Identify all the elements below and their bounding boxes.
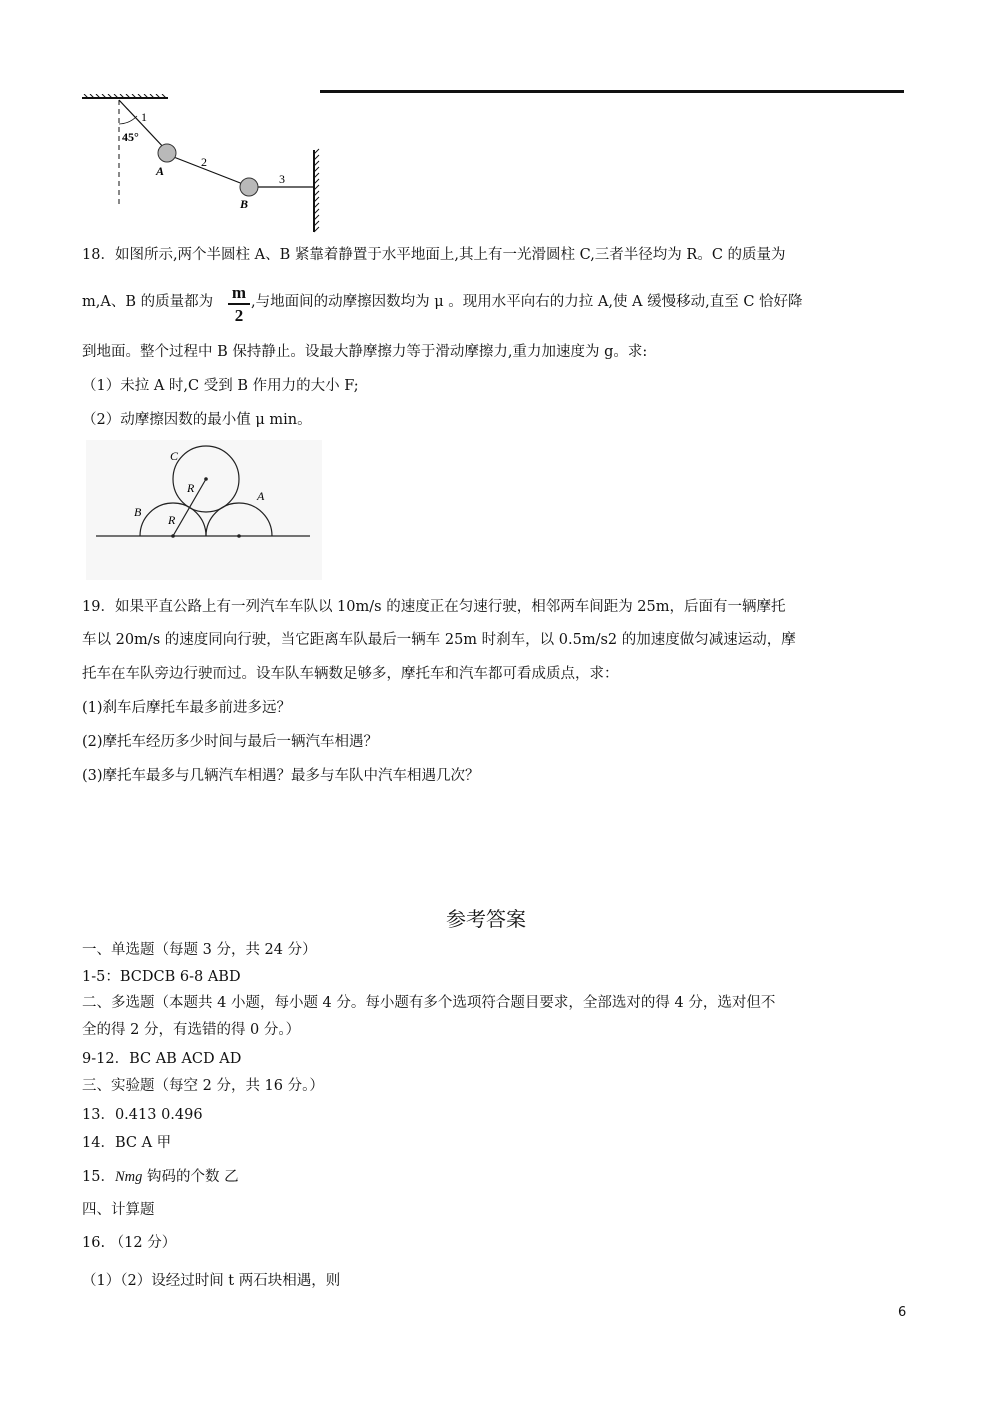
answer-16-sub: （1）（2）设经过时间 t 两石块相遇，则 (82, 1273, 341, 1289)
label-a: A (257, 489, 265, 503)
q19-line3: 托车在车队旁边行驶而过。设车队车辆数足够多，摩托车和汽车都可看成质点，求： (82, 666, 619, 682)
q19-sub2: (2)摩托车经历多少时间与最后一辆汽车相遇？ (82, 734, 379, 750)
q18-line3: 到地面。整个过程中 B 保持静止。设最大静摩擦力等于滑动摩擦力,重力加速度为 g。求: (82, 344, 648, 360)
answer-15 (82, 1168, 239, 1186)
ball-a (158, 144, 176, 162)
q19-sub1: (1)刹车后摩托车最多前进多远？ (82, 700, 292, 716)
answers-section-4: 四、计算题 (82, 1202, 155, 1218)
answer-15-math: Nmg (114, 1169, 143, 1185)
answer-15-rest: 钩码的个数 乙 (142, 1169, 239, 1185)
rope-label-1: 1 (141, 110, 147, 124)
fraction-bar (228, 303, 250, 305)
answers-section-1-values: 1-5：BCDCB 6-8 ABD (82, 969, 241, 985)
answers-section-2-values: 9-12．BC AB ACD AD (82, 1051, 242, 1067)
label-c: C (170, 449, 179, 463)
q19-line1: 19．如果平直公路上有一列汽车车队以 10m/s 的速度正在匀速行驶，相邻两车间距为 25m，后面有一辆摩托 (82, 599, 786, 615)
angle-label: 45° (122, 130, 139, 144)
answers-section-3: 三、实验题（每空 2 分，共 16 分。） (82, 1078, 324, 1094)
ball-label-b: B (240, 197, 249, 211)
header-rule (320, 90, 904, 93)
answer-14: 14．BC A 甲 (82, 1135, 172, 1151)
answer-16-header: 16. （12 分） (82, 1235, 177, 1251)
label-r-lower: R (168, 513, 176, 527)
rope-label-3: 3 (279, 172, 285, 186)
figure-cylinders (86, 440, 322, 580)
rope-label-2: 2 (201, 155, 207, 169)
q18-sub1: （1）未拉 A 时,C 受到 B 作用力的大小 F; (82, 378, 359, 394)
answers-section-1: 一、单选题（每题 3 分，共 24 分） (82, 942, 317, 958)
label-b: B (134, 505, 142, 519)
page-number: 6 (898, 1305, 907, 1320)
q19-sub3: (3)摩托车最多与几辆汽车相遇？最多与车队中汽车相遇几次？ (82, 768, 480, 784)
answers-section-2-line2: 全的得 2 分，有选错的得 0 分。） (82, 1022, 301, 1038)
answers-title: 参考答案 (446, 907, 526, 931)
q18-line2-pre: m,A、B 的质量都为 (82, 294, 214, 310)
q19-line2: 车以 20m/s 的速度同向行驶，当它距离车队最后一辆车 25m 时刹车，以 0.5m/s2 的加速度做匀减速运动，摩 (82, 632, 796, 648)
answer-13: 13．0.413 0.496 (82, 1107, 203, 1123)
ball-label-a: A (156, 164, 165, 178)
answers-section-2-line1: 二、多选题（本题共 4 小题，每小题 4 分。每小题有多个选项符合题目要求，全部选对的得 4 分，选对但不 (82, 995, 776, 1011)
ball-b (240, 178, 258, 196)
q18-sub2: （2）动摩擦因数的最小值 μ min。 (82, 412, 312, 428)
answer-15-prefix: 15． (82, 1169, 115, 1185)
figure-ropes-balls (82, 94, 332, 234)
fraction-m-over-2 (228, 283, 250, 325)
q18-line2-post: ,与地面间的动摩擦因数均为 μ 。现用水平向右的力拉 A,使 A 缓慢移动,直至 C 恰好降 (251, 294, 803, 310)
label-r-upper: R (187, 481, 195, 495)
fraction-numerator: m (231, 283, 247, 302)
fraction-denominator: 2 (234, 305, 244, 325)
q18-line1: 18．如图所示,两个半圆柱 A、B 紧靠着静置于水平地面上,其上有一光滑圆柱 C,三者半径均为 R。C 的质量为 (82, 247, 786, 263)
